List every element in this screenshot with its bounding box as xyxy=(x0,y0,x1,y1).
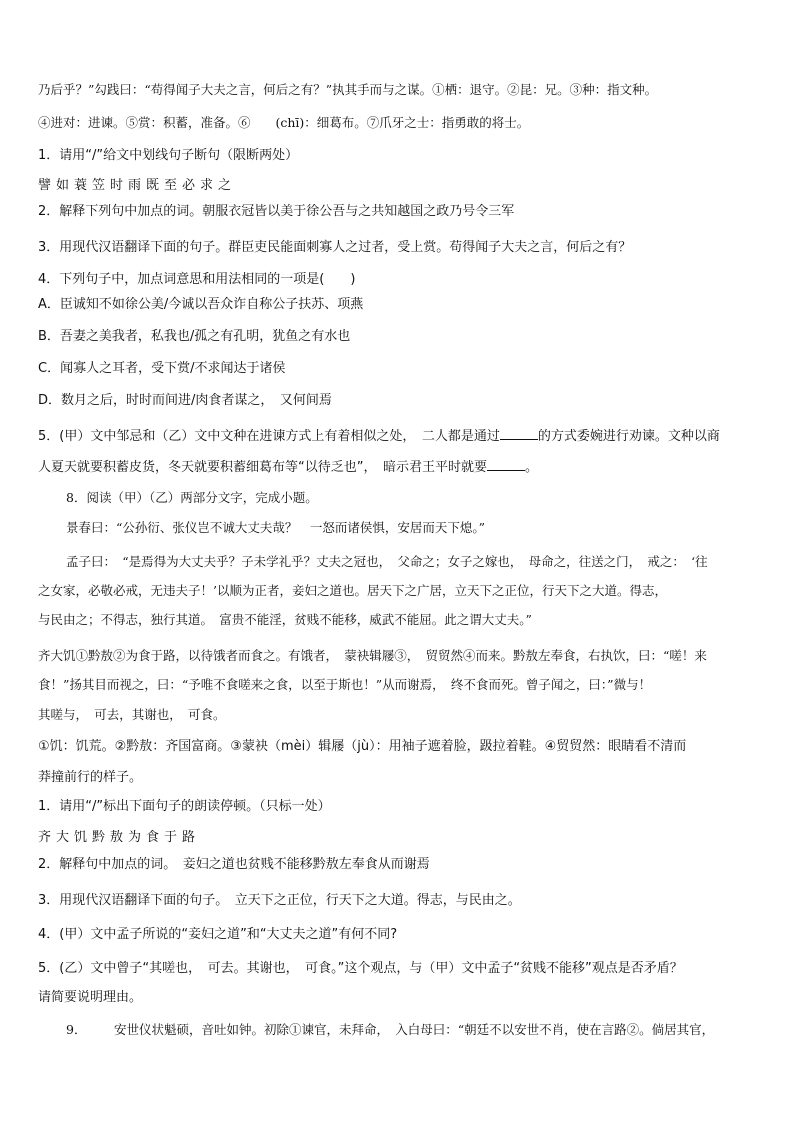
passage-jia-line: 之女家，必敬必戒，无违夫子！’以顺为正者，妾妇之道也。居天下之广居，立天下之正位，行天下之大道。得志， xyxy=(38,583,667,598)
notes-line: ①饥：饥荒。②黔敖：齐国富商。③蒙袂（mèi）辑屦（jù）：用袖子遮着脸，趿拉着鞋。④贸贸然：眼睛看不清而 xyxy=(38,739,687,754)
question-5-line2 xyxy=(38,458,538,478)
question-5-text: 。 xyxy=(524,460,538,475)
notes-line: 乃后乎？”勾践曰：“苟得闻子大夫之言，何后之有？”执其手而与之谋。①栖：退守。②昆：兄。③种：指文种。 xyxy=(38,82,658,97)
answer-blank[interactable] xyxy=(500,427,538,440)
answer-blank[interactable] xyxy=(487,458,525,471)
option-d: D．数月之后，时时而间进/肉食者谋之， 又何间焉 xyxy=(38,393,332,408)
passage-jia-line: 孟子曰： “是焉得为大丈夫乎？子未学礼乎？丈夫之冠也， 父命之；女子之嫁也， 母命之，往送之门， 戒之： ‘往 xyxy=(66,554,708,569)
question-5-line1 xyxy=(38,427,720,447)
option-b: B．吾妻之美我者，私我也/孤之有孔明，犹鱼之有水也 xyxy=(38,329,351,344)
question-2: 2．解释句中加点的词。 妾妇之道也贫贱不能移黔敖左奉食从而谢焉 xyxy=(38,857,430,872)
section-9-line: 安世仪状魁硕，音吐如钟。初除①谏官，未拜命， 入白母曰：“朝廷不以安世不肖，使在言路②。倘居其官， xyxy=(114,1022,715,1037)
question-2: 2．解释下列句中加点的词。朝服衣冠皆以美于徐公吾与之共知越国之政乃号令三军 xyxy=(38,204,515,219)
question-4: 4．下列句子中，加点词意思和用法相同的一项是( ) xyxy=(38,272,356,287)
question-3: 3．用现代汉语翻译下面的句子。 立天下之正位，行天下之大道。得志，与民由之。 xyxy=(38,893,521,908)
section-9-number: 9． xyxy=(66,1022,87,1037)
question-5-text: 的方式委婉进行劝谏。文种以商 xyxy=(537,429,720,444)
passage-jia-line: 与民由之；不得志，独行其道。 富贵不能淫，贫贱不能移，威武不能屈。此之谓大丈夫。” xyxy=(38,612,532,627)
option-a: A．臣诚知不如徐公美/今诚以吾众诈自称公子扶苏、项燕 xyxy=(38,297,364,312)
question-3: 3．用现代汉语翻译下面的句子。群臣吏民能面刺寡人之过者，受上赏。苟得闻子大夫之言，何后之有？ xyxy=(38,240,632,255)
question-1: 1．请用“/”标出下面句子的朗读停顿。（只标一处） xyxy=(38,799,331,814)
question-5-text: 人夏天就要积蓄皮货，冬天就要积蓄细葛布等“以待乏也”， 暗示君王平时就要 xyxy=(38,460,487,475)
passage-yi-line: 食！”扬其目而视之，曰：“予唯不食嗟来之食，以至于斯也！”从而谢焉， 终不食而死。曾子闻之，曰：”微与！ xyxy=(38,677,652,692)
section-8-intro: 8．阅读（甲）（乙）两部分文字，完成小题。 xyxy=(66,490,318,505)
notes-line: ④进对：进谏。⑤赏：积蓄，准备。⑥ (chī)：细葛布。⑦爪牙之士：指勇敢的将士。 xyxy=(38,115,530,130)
question-1: 1．请用“/”给文中划线句子断句（限断两处） xyxy=(38,148,299,163)
passage-jia-line: 景春曰：“公孙衍、张仪岂不诚大丈夫哉？ 一怒而诸侯惧，安居而天下熄。” xyxy=(66,520,486,535)
notes-line: 莽撞前行的样子。 xyxy=(38,770,143,785)
question-1-sentence: 譬如蓑笠时雨既至必求之 xyxy=(38,178,237,193)
question-5: 5．(乙）文中曾子“其嗟也， 可去。其谢也， 可食。”这个观点，与（甲）文中孟子“贫贱不能移”观点是否矛盾？ xyxy=(38,961,683,976)
option-c: C．闻寡人之耳者，受下赏/不求闻达于诸侯 xyxy=(38,361,286,376)
question-5-text: 5．(甲）文中邹忌和（乙）文中文种在进谏方式上有着相似之处， 二人都是通过 xyxy=(38,429,500,444)
question-1-sentence: 齐大饥黔敖为食于路 xyxy=(38,830,201,845)
question-5-cont: 请简要说明理由。 xyxy=(38,990,143,1005)
passage-yi-line: 齐大饥①黔敖②为食于路，以待饿者而食之。有饿者， 蒙袂辑屦③， 贸贸然④而来。黔敖左奉食，右执饮，曰：“嗟！来 xyxy=(38,648,707,663)
passage-yi-line: 其嗟与， 可去，其谢也， 可食。 xyxy=(38,707,226,722)
question-4: 4．(甲）文中孟子所说的“妾妇之道”和“大丈夫之道”有何不同? xyxy=(38,927,398,942)
